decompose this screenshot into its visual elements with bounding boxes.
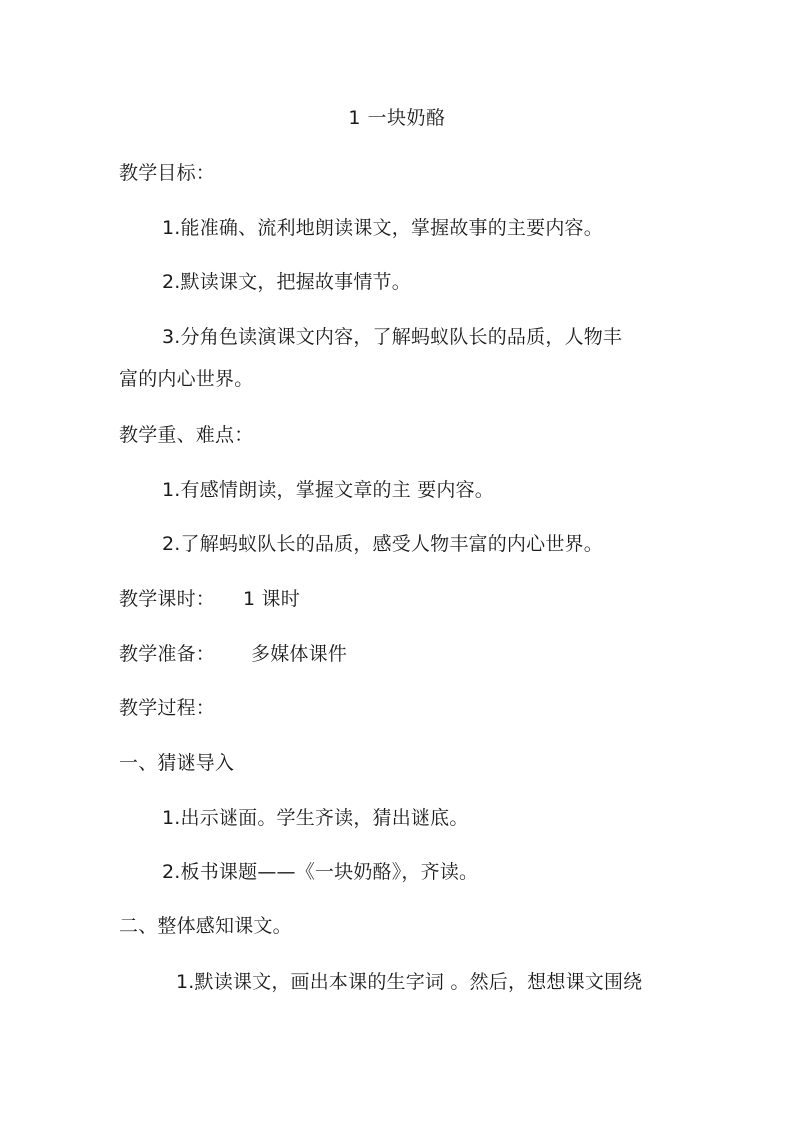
- objectives-heading: 教学目标：: [119, 162, 216, 184]
- step1-heading: 一、猜谜导入: [119, 752, 235, 774]
- preparation-row: [119, 643, 347, 665]
- class-hours-label: 教学课时：: [119, 588, 216, 610]
- class-hours-value: 1 课时: [243, 588, 300, 610]
- step1-item: 2.板书课题——《一块奶酪》，齐读。: [162, 861, 479, 883]
- document-title: 1 一块奶酪: [348, 107, 446, 129]
- step2-heading: 二、整体感知课文。: [119, 915, 292, 937]
- step1-item: 1.出示谜面。学生齐读，猜出谜底。: [162, 807, 469, 829]
- objective-item-continuation: 富的内心世界。: [119, 368, 254, 390]
- key-point-item: 2.了解蚂蚁队长的品质，感受人物丰富的内心世界。: [162, 533, 603, 555]
- objective-item: 2.默读课文，把握故事情节。: [162, 271, 411, 293]
- class-hours-row: [119, 588, 300, 610]
- key-point-item: 1.有感情朗读，掌握文章的主 要内容。: [162, 479, 494, 501]
- preparation-label: 教学准备：: [119, 643, 216, 665]
- preparation-value: 多媒体课件: [251, 643, 348, 665]
- process-heading: 教学过程：: [119, 697, 216, 719]
- key-points-heading: 教学重、难点：: [119, 424, 254, 446]
- objective-item: 3.分角色读演课文内容，了解蚂蚁队长的品质，人物丰: [162, 326, 623, 348]
- step2-item: 1.默读课文，画出本课的生字词 。然后，想想课文围绕: [176, 971, 643, 993]
- objective-item: 1.能准确、流利地朗读课文，掌握故事的主要内容。: [162, 217, 603, 239]
